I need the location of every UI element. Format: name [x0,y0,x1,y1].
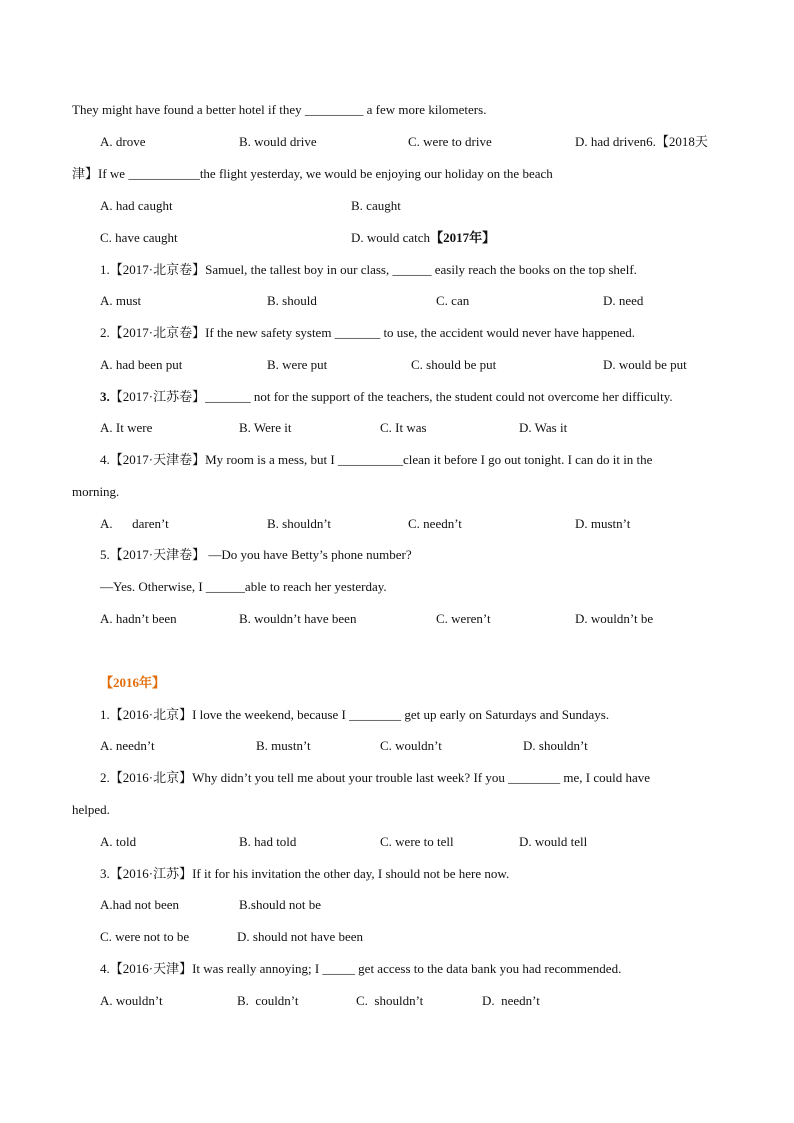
option-c: C. have caught [100,230,178,245]
question-2017-2 [100,324,635,342]
option-b: B. wouldn’t have been [239,611,357,626]
question-text: Why didn’t you tell me about your trouble last week? If you ________ me, I could have [192,770,650,785]
option-b: B. shouldn’t [267,516,332,531]
option-c: C. should be put [411,357,497,372]
option-c: C. can [436,293,470,308]
option-a: A. It were [100,420,153,435]
question-source: 1.【2016·北京】 [100,707,193,722]
question-source: 【2017·江苏卷】 [109,389,206,404]
option-d: D. would catch [351,230,431,245]
question-text: It was really annoying; I _____ get access to the data bank you had recommended. [192,961,622,976]
question-2016-1 [100,706,609,724]
question-continuation: helped. [72,802,110,817]
question-source: 2.【2017·北京卷】 [100,325,206,340]
question-continuation: —Yes. Otherwise, I ______able to reach her yesterday. [100,579,387,594]
question-number: 3. [100,389,110,404]
option-b: B. had told [239,834,297,849]
question-text: Samuel, the tallest boy in our class, ______ easily reach the books on the top shelf. [205,262,637,277]
option-a: A. had been put [100,357,183,372]
question-2016-4 [100,960,621,978]
question-2016-2 [100,769,650,787]
option-b: B. couldn’t [237,993,299,1008]
option-d: D. would tell [519,834,588,849]
question-2017-4 [100,451,652,469]
question-text: If it for his invitation the other day, I should not be here now. [192,866,510,881]
option-c: C. It was [380,420,427,435]
question-source: 5.【2017·天津卷】 [100,547,206,562]
option-d-row [351,229,495,247]
question-source: 1.【2017·北京卷】 [100,262,206,277]
option-c: C. were to drive [408,134,492,149]
question-text: They might have found a better hotel if they _________ a few more kilometers. [72,102,487,117]
option-d: D. wouldn’t be [575,611,654,626]
option-a: A. told [100,834,137,849]
option-d: D. shouldn’t [523,738,588,753]
option-d: D. should not have been [237,929,364,944]
option-d: D. mustn’t [575,516,631,531]
question-text: I love the weekend, because I ________ get up early on Saturdays and Sundays. [192,707,610,722]
option-a: A. hadn’t been [100,611,177,626]
question-2016-3 [100,865,509,883]
option-d: D. need [603,293,644,308]
option-d: D. had driven6.【2018天 [575,134,708,149]
option-c: C. weren’t [436,611,491,626]
option-b: B. mustn’t [256,738,311,753]
section-label-2016: 【2016年】 [100,675,166,690]
question-2017-5 [100,546,412,564]
option-b: B. would drive [239,134,317,149]
option-b: B. were put [267,357,328,372]
option-c: C. wouldn’t [380,738,442,753]
section-label-2017: 【2017年】 [430,230,496,245]
question-source: 3.【2016·江苏】 [100,866,193,881]
option-b: B. Were it [239,420,292,435]
question-text: If the new safety system _______ to use, the accident would never have happened. [205,325,636,340]
option-a: A.had not been [100,897,180,912]
option-c: C. were not to be [100,929,190,944]
question-2017-3 [100,388,673,406]
question-continuation: morning. [72,484,120,499]
option-d: D. needn’t [482,993,540,1008]
option-a: A. drove [100,134,146,149]
question-source: 4.【2017·天津卷】 [100,452,206,467]
option-c: C. needn’t [408,516,462,531]
question-text: 津】If we ___________the flight yesterday, we would be enjoying our holiday on the beach [72,166,553,181]
question-text: _______ not for the support of the teachers, the student could not overcome her difficulty. [205,389,673,404]
option-d: D. would be put [603,357,687,372]
question-2017-1 [100,261,637,279]
question-source: 2.【2016·北京】 [100,770,193,785]
option-a: A. needn’t [100,738,155,753]
option-c: C. shouldn’t [356,993,424,1008]
question-text: My room is a mess, but I __________clean it before I go out tonight. I can do it in the [205,452,653,467]
option-a: A. wouldn’t [100,993,163,1008]
question-text: —Do you have Betty’s phone number? [205,547,412,562]
option-d: D. Was it [519,420,568,435]
option-a: A. daren’t [100,516,169,531]
option-c: C. were to tell [380,834,454,849]
option-b: B.should not be [239,897,321,912]
option-a: A. must [100,293,142,308]
option-b: B. should [267,293,317,308]
option-b: B. caught [351,198,401,213]
question-source: 4.【2016·天津】 [100,961,193,976]
option-a: A. had caught [100,198,173,213]
